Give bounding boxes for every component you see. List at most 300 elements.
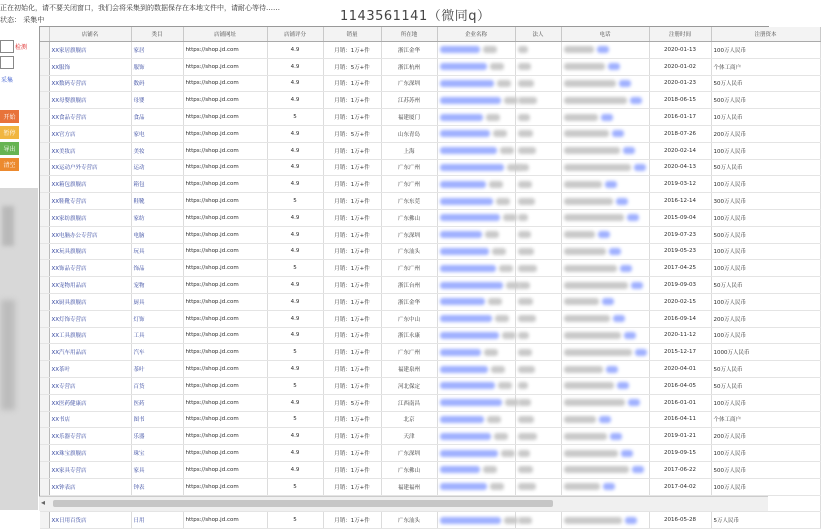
redacted-blur bbox=[605, 181, 617, 188]
cell-cat: 家纺 bbox=[131, 209, 183, 226]
cell-sales: 月销：5万+件 bbox=[323, 394, 381, 411]
cell-date: 2016-05-28 bbox=[649, 512, 711, 529]
cell-url[interactable]: https://shop.jd.com bbox=[183, 478, 267, 495]
table-row[interactable] bbox=[40, 58, 820, 75]
left-panel bbox=[0, 26, 38, 510]
cell-sales: 月销：1万+件 bbox=[323, 193, 381, 210]
cell-url[interactable]: https://shop.jd.com bbox=[183, 260, 267, 277]
row-selector[interactable] bbox=[40, 193, 49, 210]
cell-company bbox=[437, 310, 515, 327]
cell-phone bbox=[561, 327, 649, 344]
table-row[interactable] bbox=[40, 226, 820, 243]
scroll-thumb[interactable] bbox=[53, 500, 553, 507]
cell-cap: 100万人民币 bbox=[711, 209, 820, 226]
table-row[interactable] bbox=[40, 377, 820, 394]
cell-date: 2019-03-12 bbox=[649, 176, 711, 193]
redacted-blur bbox=[440, 46, 480, 53]
cell-loc: 广东广州 bbox=[381, 260, 437, 277]
row-selector[interactable] bbox=[40, 344, 49, 361]
cell-sales: 月销：1万+件 bbox=[323, 109, 381, 126]
cell-cap: 500万人民币 bbox=[711, 226, 820, 243]
cell-url[interactable]: https://shop.jd.com bbox=[183, 277, 267, 294]
row-selector[interactable] bbox=[40, 42, 49, 59]
table-row[interactable] bbox=[40, 361, 820, 378]
pause-button[interactable]: 暂停 bbox=[0, 126, 19, 139]
cell-score: 4.9 bbox=[267, 293, 323, 310]
table-row[interactable] bbox=[40, 260, 820, 277]
cell-company bbox=[437, 159, 515, 176]
header-col[interactable]: 店铺网址 bbox=[183, 27, 267, 42]
cell-date: 2016-04-11 bbox=[649, 411, 711, 428]
redacted-blur bbox=[616, 198, 628, 205]
cell-company bbox=[437, 142, 515, 159]
cell-date: 2020-02-15 bbox=[649, 293, 711, 310]
cell-legal-person bbox=[515, 344, 561, 361]
redacted-blur bbox=[440, 63, 487, 70]
cell-cap: 200万人民币 bbox=[711, 125, 820, 142]
redacted-blur bbox=[518, 80, 534, 87]
redacted-blur bbox=[619, 80, 631, 87]
redacted-blur bbox=[564, 298, 599, 305]
redacted-blur bbox=[564, 450, 618, 457]
cell-sales: 月销：1万+件 bbox=[323, 226, 381, 243]
redacted-blur bbox=[505, 399, 519, 406]
header-col[interactable]: 电话 bbox=[561, 27, 649, 42]
cell-cat: 百货 bbox=[131, 377, 183, 394]
redacted-blur bbox=[620, 265, 632, 272]
cell-score: 4.9 bbox=[267, 394, 323, 411]
cell-url[interactable]: https://shop.jd.com bbox=[183, 193, 267, 210]
cell-date: 2018-07-26 bbox=[649, 125, 711, 142]
cell-url[interactable]: https://shop.jd.com bbox=[183, 445, 267, 462]
cell-phone bbox=[561, 461, 649, 478]
cell-date: 2019-09-03 bbox=[649, 277, 711, 294]
cell-score: 5 bbox=[267, 478, 323, 495]
cell-date: 2020-11-12 bbox=[649, 327, 711, 344]
redacted-blur bbox=[440, 298, 485, 305]
row-selector[interactable] bbox=[40, 411, 49, 428]
cell-url[interactable]: https://shop.jd.com bbox=[183, 42, 267, 59]
cell-cat: 茶叶 bbox=[131, 361, 183, 378]
table-row[interactable] bbox=[40, 411, 820, 428]
cell-url[interactable]: https://shop.jd.com bbox=[183, 226, 267, 243]
redacted-blur bbox=[440, 181, 486, 188]
cell-url[interactable]: https://shop.jd.com bbox=[183, 344, 267, 361]
cell-cap: 500万人民币 bbox=[711, 92, 820, 109]
cell-cap: 10万人民币 bbox=[711, 109, 820, 126]
row-selector[interactable] bbox=[40, 327, 49, 344]
header-col[interactable]: 类目 bbox=[131, 27, 183, 42]
redacted-blur bbox=[564, 147, 620, 154]
cell-phone bbox=[561, 92, 649, 109]
redacted-blur bbox=[518, 46, 528, 53]
redacted-blur bbox=[599, 416, 611, 423]
cell-url[interactable]: https://shop.jd.com bbox=[183, 142, 267, 159]
redacted-blur bbox=[630, 97, 642, 104]
cell-score: 4.9 bbox=[267, 310, 323, 327]
cell-sales: 月销：1万+件 bbox=[323, 377, 381, 394]
row-selector[interactable] bbox=[40, 512, 49, 529]
cell-url[interactable]: https://shop.jd.com bbox=[183, 327, 267, 344]
cell-legal-person bbox=[515, 411, 561, 428]
redacted-blur bbox=[518, 399, 531, 406]
redacted-blur bbox=[498, 382, 512, 389]
cell-cap: 100万人民币 bbox=[711, 142, 820, 159]
cell-name: XX茶叶 bbox=[49, 361, 131, 378]
cell-score: 4.9 bbox=[267, 58, 323, 75]
table-row[interactable] bbox=[40, 193, 820, 210]
cell-sales: 月销：1万+件 bbox=[323, 428, 381, 445]
cell-cat: 数码 bbox=[131, 75, 183, 92]
table-row[interactable] bbox=[40, 293, 820, 310]
table-row[interactable] bbox=[40, 310, 820, 327]
redacted-blur bbox=[518, 332, 529, 339]
table-row[interactable] bbox=[40, 428, 820, 445]
cell-loc: 广东中山 bbox=[381, 310, 437, 327]
cell-name: XX母婴旗舰店 bbox=[49, 92, 131, 109]
cell-loc: 上海 bbox=[381, 142, 437, 159]
cell-legal-person bbox=[515, 42, 561, 59]
cell-url[interactable]: https://shop.jd.com bbox=[183, 512, 267, 529]
cell-company bbox=[437, 58, 515, 75]
cell-url[interactable]: https://shop.jd.com bbox=[183, 58, 267, 75]
cell-cap: 50万人民币 bbox=[711, 159, 820, 176]
cell-company bbox=[437, 176, 515, 193]
row-selector[interactable] bbox=[40, 310, 49, 327]
redacted-blur bbox=[518, 214, 528, 221]
cell-legal-person bbox=[515, 512, 561, 529]
redacted-blur bbox=[518, 466, 533, 473]
cell-legal-person bbox=[515, 92, 561, 109]
cell-loc: 浙江杭州 bbox=[381, 58, 437, 75]
cell-score: 4.9 bbox=[267, 209, 323, 226]
cell-company bbox=[437, 411, 515, 428]
header-col[interactable]: 法人 bbox=[515, 27, 561, 42]
table-row[interactable] bbox=[40, 42, 820, 59]
header-col[interactable]: 店铺名 bbox=[49, 27, 131, 42]
redacted-blur bbox=[496, 198, 510, 205]
redacted-blur bbox=[518, 130, 533, 137]
header-col[interactable]: 企业名称 bbox=[437, 27, 515, 42]
redacted-blur bbox=[518, 97, 537, 104]
redacted-blur bbox=[504, 517, 518, 524]
header-col[interactable]: 销量 bbox=[323, 27, 381, 42]
cell-url[interactable]: https://shop.jd.com bbox=[183, 377, 267, 394]
table-row[interactable] bbox=[40, 109, 820, 126]
cell-url[interactable]: https://shop.jd.com bbox=[183, 428, 267, 445]
cell-url[interactable]: https://shop.jd.com bbox=[183, 293, 267, 310]
redacted-blur bbox=[564, 114, 598, 121]
redacted-blur bbox=[503, 214, 517, 221]
row-selector[interactable] bbox=[40, 277, 49, 294]
cell-loc: 江苏苏州 bbox=[381, 92, 437, 109]
table-row[interactable] bbox=[40, 512, 820, 529]
cell-name: XX鞋靴专营店 bbox=[49, 193, 131, 210]
cell-legal-person bbox=[515, 428, 561, 445]
cell-cap: 200万人民币 bbox=[711, 310, 820, 327]
table-row[interactable] bbox=[40, 394, 820, 411]
row-selector[interactable] bbox=[40, 428, 49, 445]
cell-score: 4.9 bbox=[267, 277, 323, 294]
cell-legal-person bbox=[515, 159, 561, 176]
cell-cap: 个体工商户 bbox=[711, 411, 820, 428]
cell-loc: 天津 bbox=[381, 428, 437, 445]
redacted-blur bbox=[564, 433, 607, 440]
cell-company bbox=[437, 344, 515, 361]
cell-loc: 山东青岛 bbox=[381, 125, 437, 142]
cell-score: 4.9 bbox=[267, 159, 323, 176]
cell-score: 5 bbox=[267, 512, 323, 529]
table-row[interactable] bbox=[40, 125, 820, 142]
cell-name: XX医药健康店 bbox=[49, 394, 131, 411]
redacted-blur bbox=[483, 466, 497, 473]
redacted-blur bbox=[518, 315, 536, 322]
redacted-blur bbox=[518, 198, 535, 205]
keyword-input[interactable] bbox=[0, 40, 14, 53]
cell-score: 4.9 bbox=[267, 361, 323, 378]
cell-date: 2016-04-05 bbox=[649, 377, 711, 394]
redacted-blur bbox=[632, 466, 644, 473]
cell-cap: 300万人民币 bbox=[711, 193, 820, 210]
status-text: 状态： 采集中 bbox=[0, 16, 45, 24]
row-selector[interactable] bbox=[40, 209, 49, 226]
redacted-blur bbox=[440, 517, 501, 524]
cell-url[interactable]: https://shop.jd.com bbox=[183, 209, 267, 226]
cell-url[interactable]: https://shop.jd.com bbox=[183, 411, 267, 428]
redacted-blur bbox=[518, 450, 530, 457]
cell-score: 4.9 bbox=[267, 176, 323, 193]
cell-legal-person bbox=[515, 394, 561, 411]
redacted-blur bbox=[518, 298, 533, 305]
cell-cap: 5万人民币 bbox=[711, 512, 820, 529]
table-row[interactable] bbox=[40, 478, 820, 495]
table-row[interactable] bbox=[40, 461, 820, 478]
row-selector[interactable] bbox=[40, 159, 49, 176]
cell-phone bbox=[561, 361, 649, 378]
side-label[interactable]: 采集 bbox=[1, 77, 14, 84]
row-selector[interactable] bbox=[40, 75, 49, 92]
cell-cap: 50万人民币 bbox=[711, 75, 820, 92]
redacted-blur bbox=[635, 349, 647, 356]
row-selector[interactable] bbox=[40, 58, 49, 75]
cell-sales: 月销：1万+件 bbox=[323, 159, 381, 176]
start-button[interactable]: 开始 bbox=[0, 110, 19, 123]
cell-sales: 月销：1万+件 bbox=[323, 512, 381, 529]
cell-cap: 1000万人民币 bbox=[711, 344, 820, 361]
row-selector[interactable] bbox=[40, 394, 49, 411]
redacted-blur bbox=[564, 231, 595, 238]
redacted-blur bbox=[486, 114, 500, 121]
redacted-blur bbox=[564, 97, 627, 104]
cell-cat: 灯饰 bbox=[131, 310, 183, 327]
cell-url[interactable]: https://shop.jd.com bbox=[183, 75, 267, 92]
cell-cat: 宠物 bbox=[131, 277, 183, 294]
redacted-blur bbox=[518, 416, 534, 423]
cell-sales: 月销：1万+件 bbox=[323, 478, 381, 495]
cell-name: XX家居旗舰店 bbox=[49, 42, 131, 59]
redacted-blur bbox=[564, 80, 616, 87]
cell-url[interactable]: https://shop.jd.com bbox=[183, 310, 267, 327]
table-row[interactable] bbox=[40, 327, 820, 344]
redacted-blur bbox=[440, 366, 488, 373]
table-row[interactable] bbox=[40, 75, 820, 92]
row-selector[interactable] bbox=[40, 461, 49, 478]
table-row[interactable] bbox=[40, 92, 820, 109]
redacted-blur bbox=[627, 214, 639, 221]
cell-date: 2019-09-15 bbox=[649, 445, 711, 462]
cell-company bbox=[437, 461, 515, 478]
table-row[interactable] bbox=[40, 277, 820, 294]
row-selector[interactable] bbox=[40, 260, 49, 277]
cell-url[interactable]: https://shop.jd.com bbox=[183, 159, 267, 176]
row-selector[interactable] bbox=[40, 176, 49, 193]
cell-date: 2020-01-02 bbox=[649, 58, 711, 75]
cell-url[interactable]: https://shop.jd.com bbox=[183, 125, 267, 142]
cell-sales: 月销：1万+件 bbox=[323, 461, 381, 478]
cell-cat: 食品 bbox=[131, 109, 183, 126]
cell-sales: 月销：1万+件 bbox=[323, 411, 381, 428]
horizontal-scrollbar[interactable] bbox=[39, 496, 768, 511]
cell-score: 4.9 bbox=[267, 42, 323, 59]
cell-name: XX工具旗舰店 bbox=[49, 327, 131, 344]
cell-date: 2017-04-02 bbox=[649, 478, 711, 495]
cell-legal-person bbox=[515, 109, 561, 126]
redacted-blur bbox=[613, 315, 625, 322]
cell-sales: 月销：1万+件 bbox=[323, 327, 381, 344]
table-row[interactable] bbox=[40, 159, 820, 176]
cell-cap: 100万人民币 bbox=[711, 176, 820, 193]
cell-cap: 500万人民币 bbox=[711, 461, 820, 478]
cell-sales: 月销：1万+件 bbox=[323, 310, 381, 327]
redacted-blur bbox=[500, 147, 514, 154]
cell-loc: 广东广州 bbox=[381, 159, 437, 176]
row-selector[interactable] bbox=[40, 109, 49, 126]
cell-phone bbox=[561, 58, 649, 75]
cell-loc: 广东深圳 bbox=[381, 75, 437, 92]
redacted-blur bbox=[612, 130, 624, 137]
cell-cat: 厨具 bbox=[131, 293, 183, 310]
data-grid[interactable] bbox=[39, 26, 777, 525]
page-input[interactable] bbox=[0, 56, 14, 69]
row-selector[interactable] bbox=[40, 226, 49, 243]
cell-url[interactable]: https://shop.jd.com bbox=[183, 461, 267, 478]
table-row[interactable] bbox=[40, 445, 820, 462]
cell-url[interactable]: https://shop.jd.com bbox=[183, 394, 267, 411]
table-row[interactable] bbox=[40, 243, 820, 260]
clear-button[interactable]: 清空 bbox=[0, 158, 19, 171]
cell-phone bbox=[561, 512, 649, 529]
redacted-blur bbox=[440, 466, 480, 473]
row-selector[interactable] bbox=[40, 445, 49, 462]
redacted-blur bbox=[440, 282, 503, 289]
redacted-blur bbox=[623, 147, 635, 154]
redacted-blur bbox=[518, 517, 532, 524]
redacted-blur bbox=[518, 282, 530, 289]
cell-loc: 福建泉州 bbox=[381, 361, 437, 378]
cell-legal-person bbox=[515, 226, 561, 243]
redacted-blur bbox=[499, 265, 513, 272]
row-selector[interactable] bbox=[40, 92, 49, 109]
cell-company bbox=[437, 125, 515, 142]
row-selector[interactable] bbox=[40, 243, 49, 260]
redacted-blur bbox=[484, 349, 498, 356]
row-selector[interactable] bbox=[40, 377, 49, 394]
cell-phone bbox=[561, 394, 649, 411]
cell-url[interactable]: https://shop.jd.com bbox=[183, 176, 267, 193]
redacted-blur bbox=[610, 433, 622, 440]
table-row[interactable] bbox=[40, 344, 820, 361]
cell-name: XX乐器专营店 bbox=[49, 428, 131, 445]
redacted-blur bbox=[485, 231, 499, 238]
cell-url[interactable]: https://shop.jd.com bbox=[183, 92, 267, 109]
cell-legal-person bbox=[515, 445, 561, 462]
cell-cat: 珠宝 bbox=[131, 445, 183, 462]
redacted-blur bbox=[518, 63, 531, 70]
redacted-blur bbox=[621, 450, 633, 457]
cell-name: XX汽车用品店 bbox=[49, 344, 131, 361]
header-col[interactable]: 所在地 bbox=[381, 27, 437, 42]
cell-company bbox=[437, 394, 515, 411]
log-blur bbox=[2, 206, 14, 246]
cell-cap: 100万人民币 bbox=[711, 394, 820, 411]
row-selector[interactable] bbox=[40, 293, 49, 310]
redacted-blur bbox=[440, 114, 483, 121]
cell-phone bbox=[561, 445, 649, 462]
cell-cat: 汽车 bbox=[131, 344, 183, 361]
cell-phone bbox=[561, 176, 649, 193]
header-col[interactable]: 注册资本 bbox=[711, 27, 820, 42]
cell-cap: 200万人民币 bbox=[711, 428, 820, 445]
redacted-blur bbox=[598, 231, 610, 238]
cell-date: 2015-09-04 bbox=[649, 209, 711, 226]
cell-legal-person bbox=[515, 142, 561, 159]
row-selector[interactable] bbox=[40, 361, 49, 378]
table-row[interactable] bbox=[40, 209, 820, 226]
cell-score: 4.9 bbox=[267, 92, 323, 109]
header-col[interactable]: 店铺评分 bbox=[267, 27, 323, 42]
redacted-blur bbox=[609, 248, 621, 255]
cell-company bbox=[437, 42, 515, 59]
redacted-blur bbox=[564, 46, 594, 53]
cell-score: 4.9 bbox=[267, 327, 323, 344]
cell-phone bbox=[561, 159, 649, 176]
cell-name: XX服饰 bbox=[49, 58, 131, 75]
cell-phone bbox=[561, 42, 649, 59]
cell-phone bbox=[561, 310, 649, 327]
redacted-blur bbox=[518, 231, 531, 238]
redacted-blur bbox=[564, 164, 631, 171]
table-row[interactable] bbox=[40, 142, 820, 159]
row-selector[interactable] bbox=[40, 125, 49, 142]
cell-company bbox=[437, 428, 515, 445]
results-table bbox=[40, 27, 821, 529]
export-button[interactable]: 导出 bbox=[0, 142, 19, 155]
cell-url[interactable]: https://shop.jd.com bbox=[183, 243, 267, 260]
row-selector[interactable] bbox=[40, 478, 49, 495]
header-col[interactable]: 注册时间 bbox=[649, 27, 711, 42]
row-selector[interactable] bbox=[40, 142, 49, 159]
redacted-blur bbox=[440, 315, 492, 322]
cell-legal-person bbox=[515, 277, 561, 294]
redacted-blur bbox=[495, 315, 509, 322]
cell-url[interactable]: https://shop.jd.com bbox=[183, 109, 267, 126]
cell-score: 5 bbox=[267, 377, 323, 394]
cell-score: 4.9 bbox=[267, 243, 323, 260]
table-row[interactable] bbox=[40, 176, 820, 193]
cell-phone bbox=[561, 209, 649, 226]
cell-url[interactable]: https://shop.jd.com bbox=[183, 361, 267, 378]
scroll-left-icon[interactable]: ◂ bbox=[41, 498, 46, 507]
